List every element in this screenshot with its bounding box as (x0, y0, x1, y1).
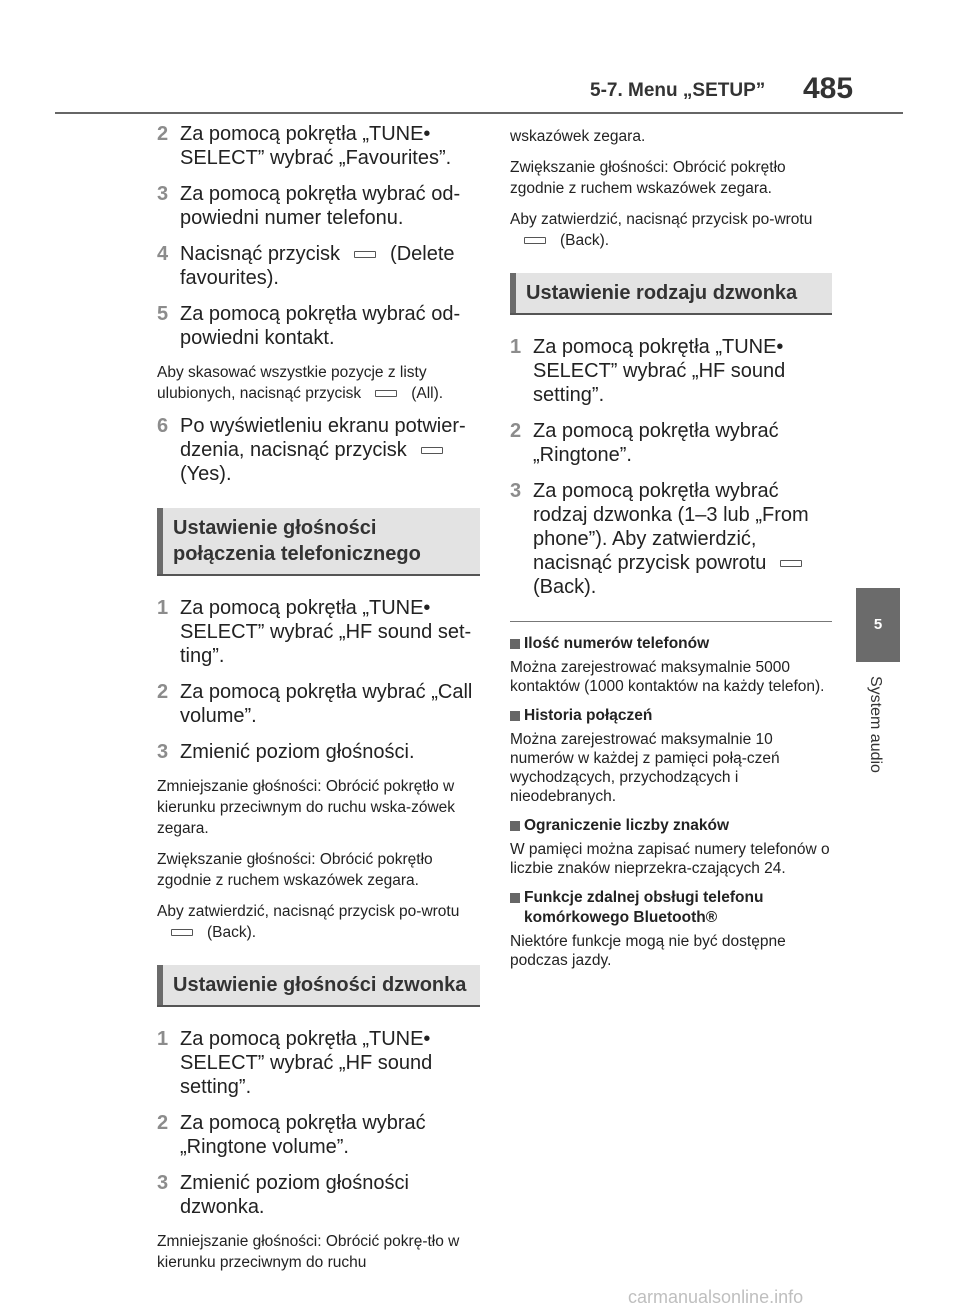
section-divider (510, 621, 832, 622)
step-item (157, 680, 480, 728)
section-heading: Ustawienie głośności dzwonka (157, 965, 480, 1007)
step-text: Za pomocą pokrętła „TUNE• SELECT” wybrać „HF sound set-ting”. (180, 597, 472, 667)
bullet-square-icon (510, 893, 520, 903)
watermark: carmanualsonline.info (628, 1287, 804, 1307)
right-column (510, 126, 832, 980)
step-number: 4 (157, 243, 169, 265)
step-number: 6 (157, 415, 169, 437)
step-text: Nacisnąć przycisk (180, 243, 341, 265)
step-text-after: (Back). (533, 576, 597, 598)
note-text-after: (All). (411, 385, 444, 402)
note-text (157, 901, 480, 943)
button-icon (524, 237, 546, 244)
note-text: wskazówek zegara. (510, 128, 646, 145)
note-text (157, 362, 480, 404)
step-item (510, 479, 832, 599)
note-text-before: Aby zatwierdzić, nacisnąć przycisk po-wrotu (510, 211, 813, 228)
step-text: Za pomocą pokrętła wybrać „Ringtone volume”. (180, 1112, 426, 1158)
step-item (157, 1171, 480, 1219)
step-item (157, 596, 480, 668)
info-text: Można zarejestrować maksymalnie 5000 kontaktów (1000 kontaktów na każdy telefon). (510, 659, 825, 695)
section-heading: Ustawienie rodzaju dzwonka (510, 273, 832, 315)
step-text: Za pomocą pokrętła wybrać rodzaj dzwonka (1–3 lub „From phone”). Aby zatwierdzić, nacisnąć przycisk powrotu (533, 480, 809, 574)
step-text: Za pomocą pokrętła wybrać „Ringtone”. (533, 420, 779, 466)
note-text: Zmniejszanie głośności: Obrócić pokrę-tło w kierunku przeciwnym do ruchu (157, 1233, 460, 1271)
chapter-tab: 5 (856, 588, 900, 662)
info-title (510, 888, 832, 928)
section-header-title: 5-7. Menu „SETUP” (590, 80, 766, 101)
note-text-after: (Back). (560, 232, 610, 249)
step-number: 1 (157, 1028, 169, 1050)
step-item (157, 122, 480, 170)
step-text-after: (Yes). (180, 463, 232, 485)
step-text: Za pomocą pokrętła „TUNE• SELECT” wybrać „HF sound setting”. (180, 1028, 433, 1098)
info-title (510, 816, 832, 836)
step-item (157, 1027, 480, 1099)
note-text-before: Aby skasować wszystkie pozycje z listy ulubionych, nacisnąć przycisk (157, 364, 427, 402)
step-number: 3 (157, 183, 169, 205)
step-text: Za pomocą pokrętła „TUNE• SELECT” wybrać „Favourites”. (180, 123, 452, 169)
info-text: Można zarejestrować maksymalnie 10 numerów w każdej z pamięci połą-czeń wychodzących, przychodzących i nieodebranych. (510, 731, 780, 805)
button-icon (171, 929, 193, 936)
info-title-text: Historia połączeń (524, 707, 653, 724)
info-title-text: Ilość numerów telefonów (524, 635, 710, 652)
info-title-text: Funkcje zdalnej obsługi telefonu komórkowego Bluetooth® (524, 889, 764, 926)
step-number: 3 (157, 741, 169, 763)
step-item (157, 242, 480, 290)
bullet-square-icon (510, 711, 520, 721)
note-text: Zwiększanie głośności: Obrócić pokrętło zgodnie z ruchem wskazówek zegara. (510, 159, 786, 197)
step-number: 2 (157, 681, 169, 703)
info-text: W pamięci można zapisać numery telefonów o liczbie znaków nieprzekra-czających 24. (510, 841, 830, 877)
step-number: 1 (157, 597, 169, 619)
step-text-after: (Delete favourites). (180, 243, 455, 289)
button-icon (375, 390, 397, 397)
step-item (157, 302, 480, 350)
note-text-before: Aby zatwierdzić, nacisnąć przycisk po-wrotu (157, 903, 460, 920)
step-text: Za pomocą pokrętła wybrać od-powiedni numer telefonu. (180, 183, 461, 229)
step-text: Za pomocą pokrętła wybrać „Call volume”. (180, 681, 473, 727)
chapter-side-label: System audio (867, 676, 884, 773)
step-item (157, 1111, 480, 1159)
step-item (157, 414, 480, 486)
button-icon (780, 560, 802, 567)
note-text: Zwiększanie głośności: Obrócić pokrętło zgodnie z ruchem wskazówek zegara. (157, 851, 433, 889)
button-icon (421, 447, 443, 454)
step-number: 1 (510, 336, 522, 358)
step-number: 2 (157, 123, 169, 145)
section-heading: Ustawienie głośności połączenia telefonicznego (157, 508, 480, 576)
step-number: 5 (157, 303, 169, 325)
info-title (510, 634, 832, 654)
info-text: Niektóre funkcje mogą nie być dostępne podczas jazdy. (510, 933, 786, 969)
step-text: Po wyświetleniu ekranu potwier-dzenia, nacisnąć przycisk (180, 415, 466, 461)
info-title-text: Ograniczenie liczby znaków (524, 817, 730, 834)
left-column (157, 122, 480, 1283)
note-text: Zmniejszanie głośności: Obrócić pokrętło w kierunku przeciwnym do ruchu wska-zówek zegara. (157, 778, 456, 837)
header-divider (55, 112, 903, 114)
step-item (157, 740, 480, 764)
bullet-square-icon (510, 639, 520, 649)
note-text-after: (Back). (207, 924, 257, 941)
step-text: Zmienić poziom głośności. (180, 741, 415, 763)
step-text: Za pomocą pokrętła „TUNE• SELECT” wybrać „HF sound setting”. (533, 336, 786, 406)
step-item (510, 335, 832, 407)
step-number: 2 (157, 1112, 169, 1134)
button-icon (354, 251, 376, 258)
step-text: Zmienić poziom głośności dzwonka. (180, 1172, 409, 1218)
step-item (510, 419, 832, 467)
page-number: 485 (803, 72, 854, 105)
step-number: 3 (510, 480, 522, 502)
step-number: 2 (510, 420, 522, 442)
bullet-square-icon (510, 821, 520, 831)
step-text: Za pomocą pokrętła wybrać od-powiedni kontakt. (180, 303, 461, 349)
step-item (157, 182, 480, 230)
step-number: 3 (157, 1172, 169, 1194)
info-title (510, 706, 832, 726)
note-text (510, 209, 832, 251)
